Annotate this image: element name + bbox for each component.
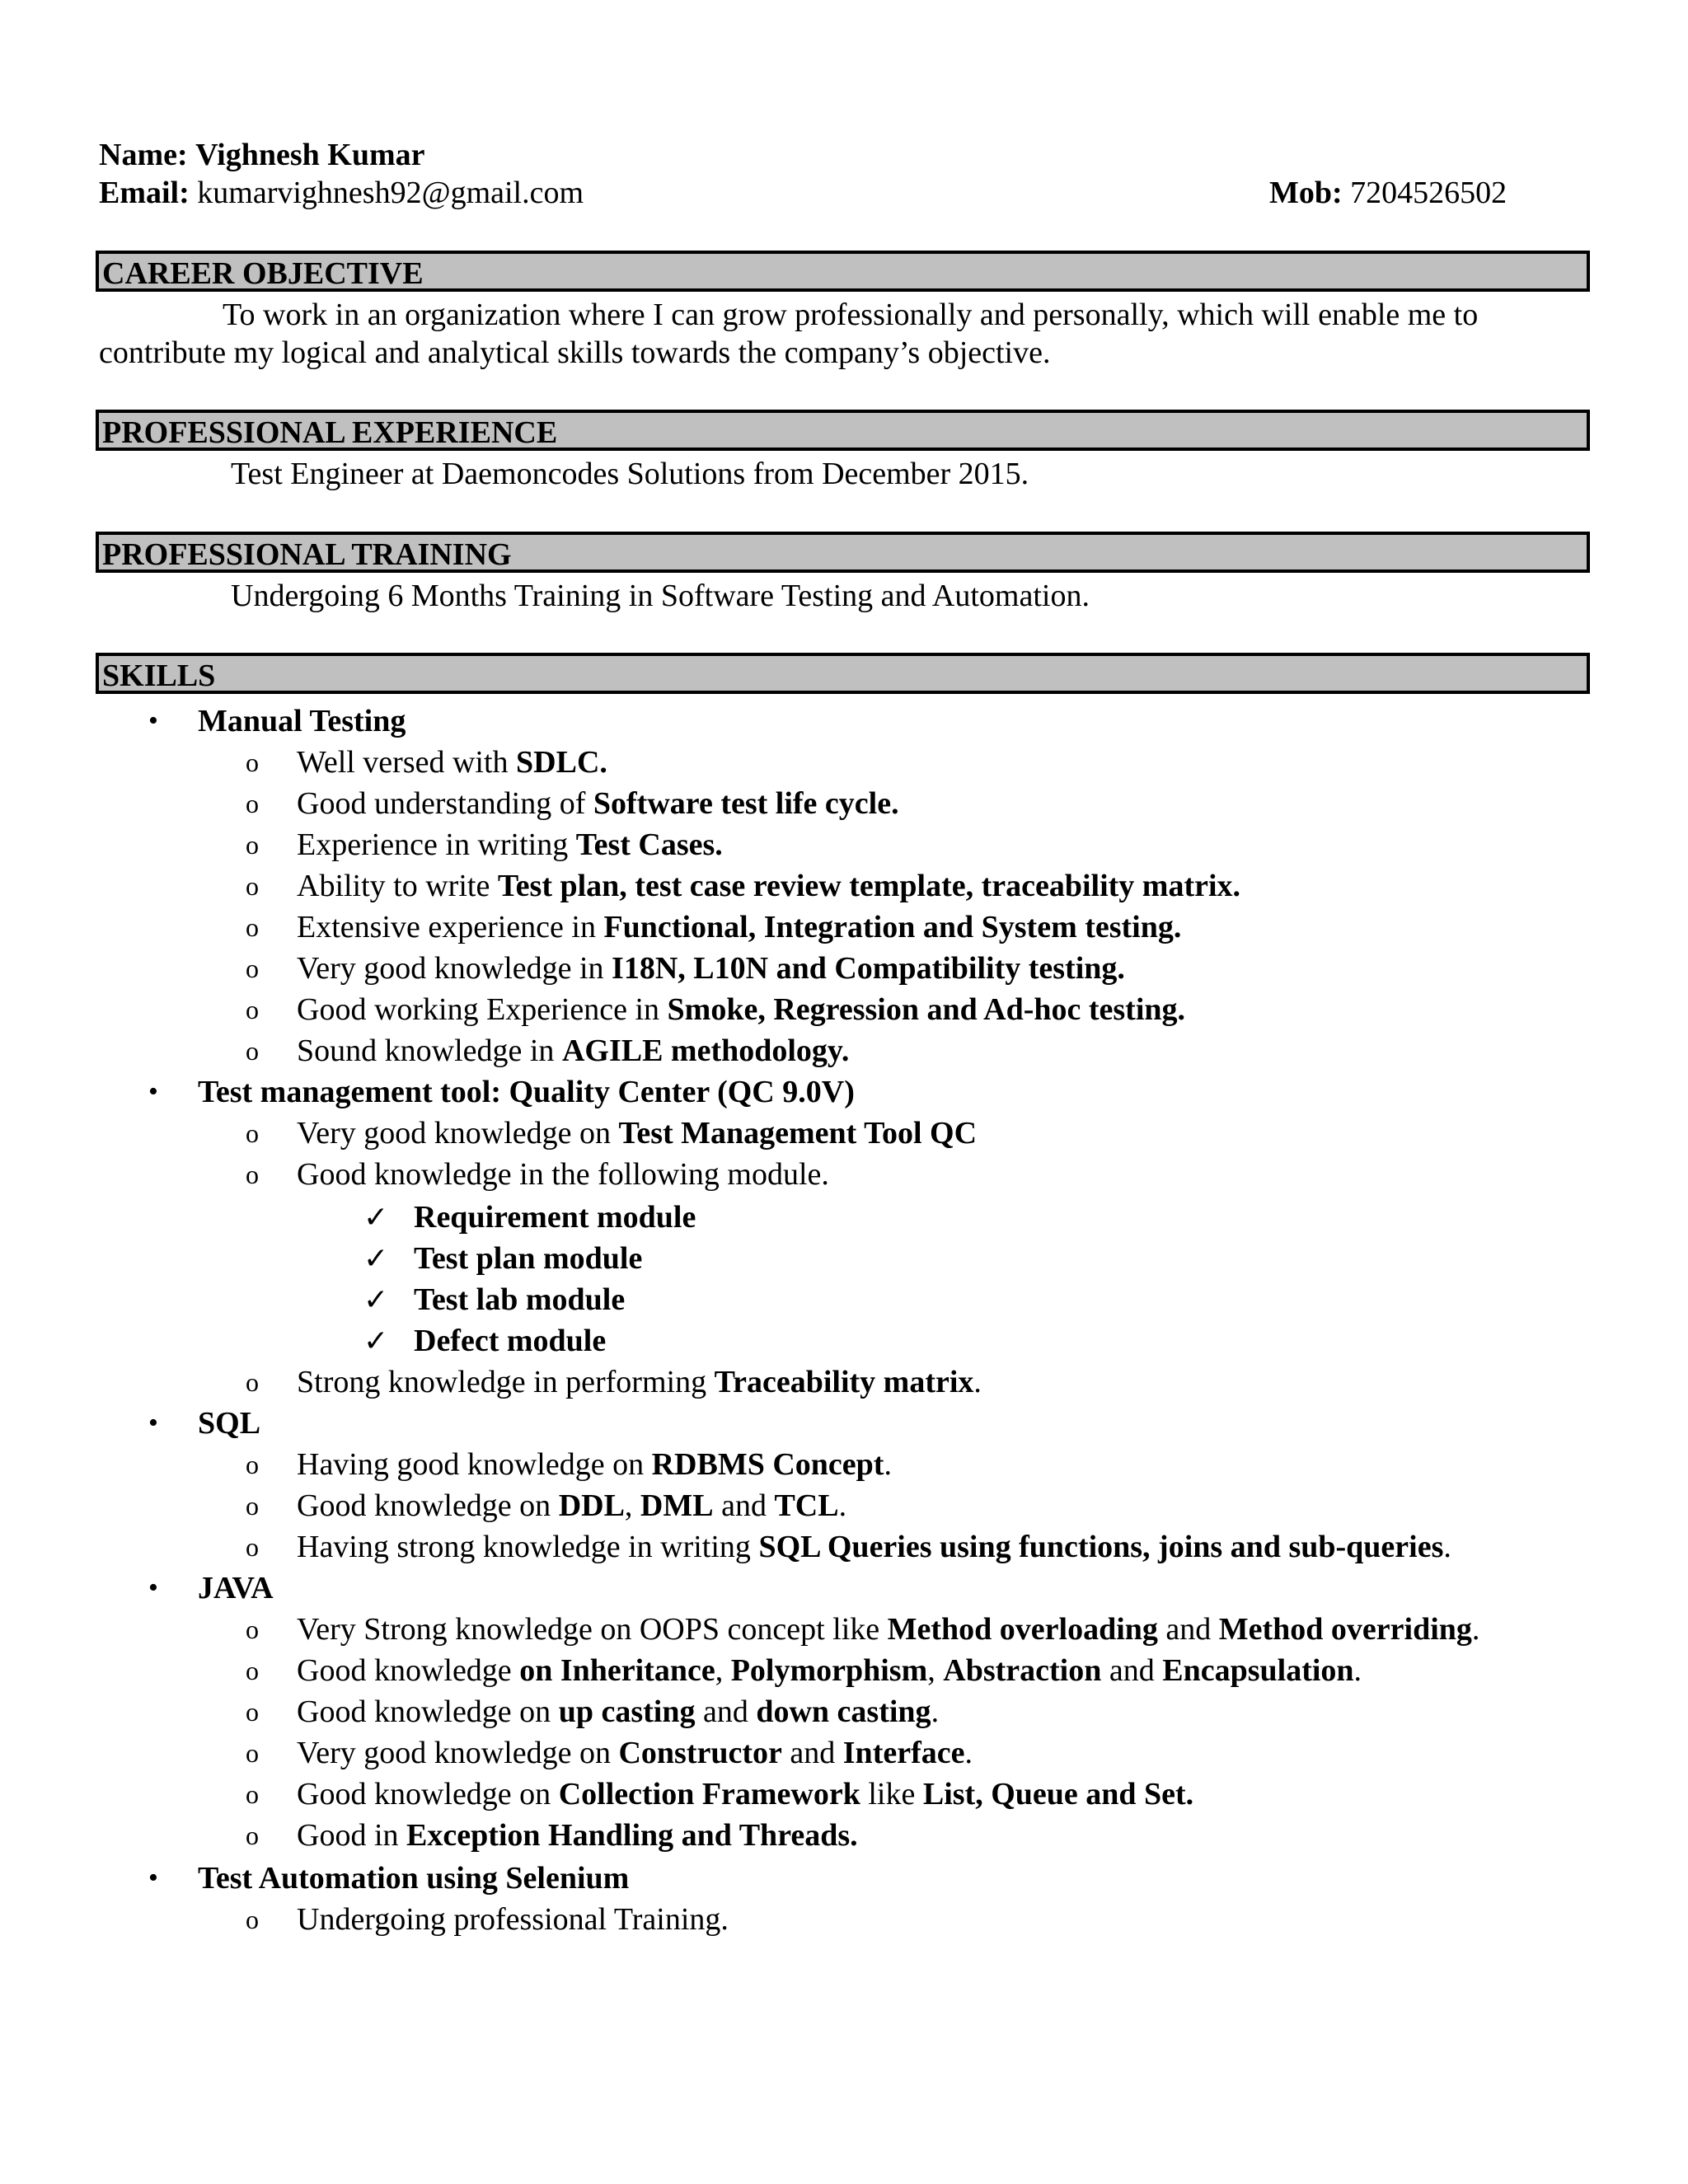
bullet-marker: • [148, 1076, 158, 1107]
mobile-label: Mob: [1269, 176, 1343, 210]
sub-marker: o [246, 1821, 259, 1850]
skill-title: JAVA [198, 1571, 274, 1605]
bullet-marker: • [148, 1408, 158, 1438]
skills-heading: SKILLS [102, 658, 216, 693]
sub-marker: o [246, 871, 259, 901]
module-label: Test lab module [414, 1282, 626, 1317]
training-heading: PROFESSIONAL TRAINING [102, 537, 512, 572]
sub-marker: o [246, 1450, 259, 1479]
sub-marker: o [246, 1036, 259, 1066]
bullet-marker: • [148, 1863, 158, 1893]
email-value: kumarvighnesh92@gmail.com [197, 176, 584, 210]
module-label: Defect module [414, 1324, 607, 1358]
mobile-line [1269, 175, 1507, 211]
sub-marker: o [246, 1532, 259, 1562]
checkmark-icon: ✓ [363, 1283, 389, 1316]
sub-marker: o [246, 1367, 259, 1397]
experience-text: Test Engineer at Daemoncodes Solutions from December 2015. [231, 457, 1029, 491]
training-text: Undergoing 6 Months Training in Software Testing and Automation. [231, 579, 1090, 613]
skill-title: SQL [198, 1406, 261, 1441]
objective-line-2: contribute my logical and analytical skills towards the company’s objective. [99, 335, 1051, 370]
sub-marker: o [246, 789, 259, 818]
module-label: Requirement module [414, 1200, 696, 1235]
sub-marker: o [246, 954, 259, 983]
sub-marker: o [246, 1738, 259, 1768]
sub-marker: o [246, 1697, 259, 1727]
mobile-value: 7204526502 [1350, 176, 1507, 210]
sub-marker: o [246, 1118, 259, 1148]
experience-heading: PROFESSIONAL EXPERIENCE [102, 415, 558, 450]
objective-line-1: To work in an organization where I can grow professionally and personally, which will enable me to [223, 298, 1479, 332]
name-label: Name: [99, 138, 188, 172]
career-objective-heading: CAREER OBJECTIVE [102, 256, 424, 291]
bullet-marker: • [148, 1572, 158, 1603]
candidate-name: Vighnesh Kumar [195, 138, 425, 172]
skill-title: Manual Testing [198, 704, 406, 738]
sub-marker: o [246, 1905, 259, 1934]
sub-marker: o [246, 1779, 259, 1809]
email-line [99, 175, 584, 211]
skill-title: Test management tool: Quality Center (QC 9.0V) [198, 1075, 855, 1109]
sub-marker: o [246, 830, 259, 860]
training-header [96, 532, 1590, 573]
sub-marker: o [246, 1160, 259, 1189]
module-label: Test plan module [414, 1241, 643, 1276]
sub-marker: o [246, 995, 259, 1024]
name-line [99, 137, 424, 173]
sub-marker: o [246, 1615, 259, 1644]
skill-title: Test Automation using Selenium [198, 1861, 630, 1896]
email-label: Email: [99, 176, 190, 210]
checkmark-icon: ✓ [363, 1324, 389, 1357]
sub-marker: o [246, 1656, 259, 1685]
sub-marker: o [246, 912, 259, 942]
experience-header [96, 410, 1590, 451]
checkmark-icon: ✓ [363, 1201, 389, 1234]
sub-marker: o [246, 1491, 259, 1521]
checkmark-icon: ✓ [363, 1242, 389, 1275]
bullet-marker: • [148, 705, 158, 736]
skills-header [96, 653, 1590, 694]
career-objective-header [96, 251, 1590, 292]
sub-marker: o [246, 748, 259, 777]
